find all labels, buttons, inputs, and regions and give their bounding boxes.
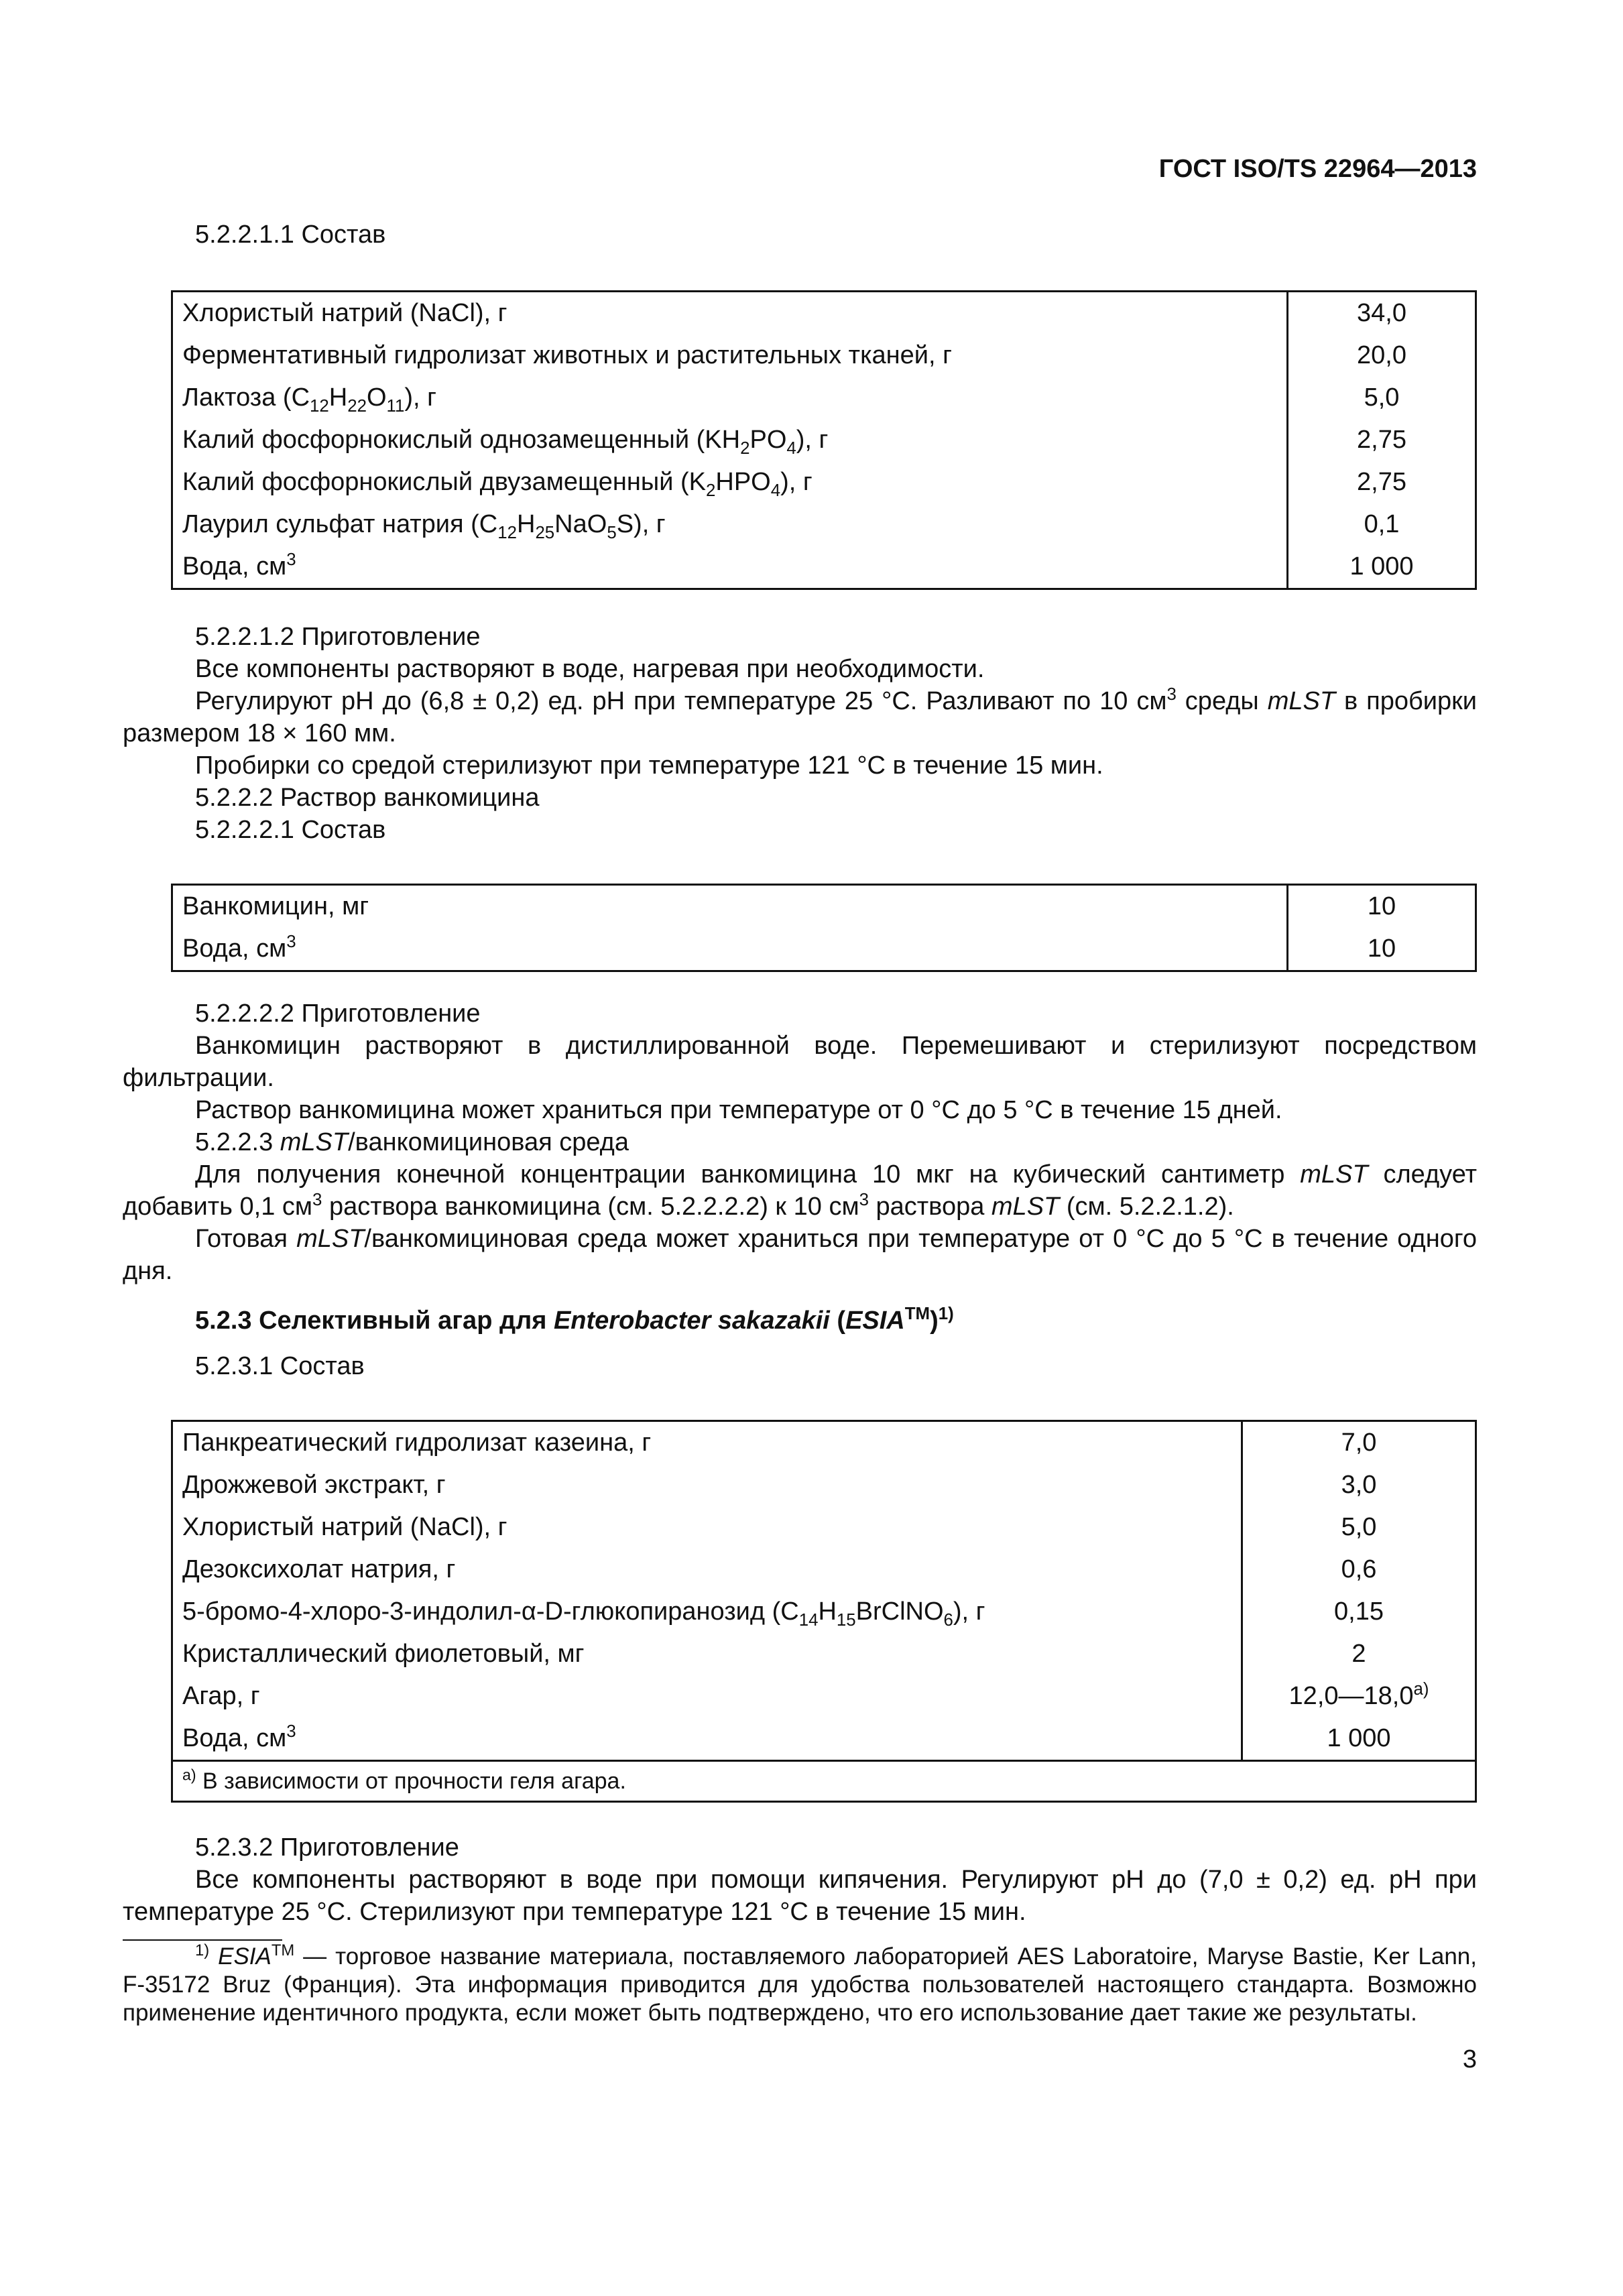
ingredient-name: Ванкомицин, мг — [182, 892, 369, 920]
table-row — [172, 546, 1476, 589]
table-row — [172, 885, 1476, 928]
ingredient-name: Хлористый натрий (NaCl), г — [182, 299, 507, 327]
ingredient-amount: 0,6 — [1242, 1549, 1476, 1591]
table-row — [172, 377, 1476, 419]
ingredient-amount: 5,0 — [1288, 377, 1476, 419]
paragraph: Раствор ванкомицина может храниться при температуре от 0 °С до 5 °С в течение 15 дней. — [195, 1096, 1282, 1124]
composition-table-mlst — [171, 290, 1477, 590]
section-title: 5.2.2.2 Раствор ванкомицина — [195, 784, 540, 812]
section-5-2-2-2-2 — [123, 998, 1477, 1287]
table-row — [172, 461, 1476, 503]
ingredient-name: Лаурил сульфат натрия $(C_{12}H_{25}NaO_5S)$, г — [182, 510, 666, 543]
footnote-divider — [123, 1939, 282, 1941]
section-5-2-3-1-title: 5.2.3.1 Состав — [195, 1352, 365, 1380]
ingredient-name: Ферментативный гидролизат животных и растительных тканей, г — [182, 341, 952, 369]
ingredient-amount: 10 — [1288, 928, 1476, 971]
ingredient-amount: 20,0 — [1288, 335, 1476, 377]
table-row — [172, 1633, 1476, 1675]
ingredient-amount: 12,0—18,0$^{a)}$ — [1242, 1675, 1476, 1717]
paragraph: Регулируют pH до (6,8 ± 0,2) ед. pH при температуре 25 °С. Разливают по 10 $см^3$ среды mLST в пробирки размером 18 × 160 мм. — [123, 684, 1477, 747]
ingredient-amount: 0,1 — [1288, 503, 1476, 546]
table-row — [172, 503, 1476, 546]
composition-table-esia — [171, 1420, 1477, 1803]
table-row — [172, 292, 1476, 335]
ingredient-name: Дрожжевой экстракт, г — [182, 1471, 446, 1499]
table-row — [172, 928, 1476, 971]
ingredient-name: Вода, $см^3$ — [182, 1721, 296, 1752]
ingredient-amount: 2,75 — [1288, 461, 1476, 503]
section-title: 5.2.2.3 mLST/ванкомициновая среда — [195, 1128, 629, 1156]
table-row — [172, 419, 1476, 461]
ingredient-name: 5-бромо-4-хлоро-3-индолил-α-D-глюкопиранозид $(C_{14}H_{15}BrClNO_6)$, г — [182, 1597, 985, 1630]
footnote: $^{1)}$ ESIA™ — торговое название материала, поставляемого лабораторией AES Laboratoire, Maryse Bastie, Ker Lann, F-35172 Bruz (Франция). Эта информация приводится для удобства пользователей настоящего стандарта. Возможно применение идентичного продукта, если может быть подтверждено, что его использование дает такие же результаты. — [123, 1941, 1477, 2026]
ingredient-amount: 2,75 — [1288, 419, 1476, 461]
ingredient-name: Кристаллический фиолетовый, мг — [182, 1640, 585, 1668]
section-5-2-3-2 — [123, 1831, 1477, 1928]
ingredient-amount: 1 000 — [1288, 546, 1476, 589]
table-row — [172, 1591, 1476, 1633]
table-note: $^{a)}$ В зависимости от прочности геля агара. — [172, 1761, 1476, 1802]
paragraph: Пробирки со средой стерилизуют при температуре 121 °С в течение 15 мин. — [195, 751, 1103, 780]
ingredient-amount: 3,0 — [1242, 1464, 1476, 1506]
paragraph: Все компоненты растворяют в воде, нагревая при необходимости. — [195, 655, 985, 683]
section-title: 5.2.2.1.2 Приготовление — [195, 623, 481, 651]
section-5-2-2-1-2 — [123, 621, 1477, 846]
section-5-2-3-heading: 5.2.3 Селективный агар для Enterobacter sakazakii (ESIA™)$^{1)}$ — [195, 1304, 954, 1335]
ingredient-amount: 2 — [1242, 1633, 1476, 1675]
ingredient-amount: 10 — [1288, 885, 1476, 928]
section-title: 5.2.2.2.2 Приготовление — [195, 1000, 481, 1028]
table-row — [172, 1506, 1476, 1549]
table-row — [172, 335, 1476, 377]
table-row — [172, 1549, 1476, 1591]
ingredient-name: Дезоксихолат натрия, г — [182, 1555, 456, 1583]
ingredient-name: Калий фосфорнокислый двузамещенный $(K_2HPO_4)$, г — [182, 468, 813, 501]
paragraph: Для получения конечной концентрации ванкомицина 10 мкг на кубический сантиметр mLST следует добавить 0,1 $см^3$ раствора ванкомицина (см. 5.2.2.2.2) к 10 $см^3$ раствора mLST (см. 5.2.2.1.2). — [123, 1160, 1477, 1221]
ingredient-name: Вода, $см^3$ — [182, 932, 296, 963]
document-page — [123, 0, 1477, 2296]
ingredient-name: Хлористый натрий (NaCl), г — [182, 1513, 507, 1541]
ingredient-amount: 0,15 — [1242, 1591, 1476, 1633]
page-number: 3 — [1462, 2045, 1477, 2073]
ingredient-name: Калий фосфорнокислый однозамещенный $(KH_2PO_4)$, г — [182, 426, 829, 459]
table-note-row — [172, 1761, 1476, 1802]
paragraph: Ванкомицин растворяют в дистиллированной воде. Перемешивают и стерилизуют посредством фильтрации. — [123, 1032, 1477, 1092]
ingredient-name: Агар, г — [182, 1682, 260, 1710]
document-code: ГОСТ ISO/TS 22964—2013 — [1158, 155, 1477, 183]
paragraph: Готовая mLST/ванкомициновая среда может храниться при температуре от 0 °С до 5 °С в течение одного дня. — [123, 1225, 1477, 1285]
section-title: 5.2.3.2 Приготовление — [195, 1833, 459, 1862]
paragraph: Все компоненты растворяют в воде при помощи кипячения. Регулируют pH до (7,0 ± 0,2) ед. pH при температуре 25 °С. Стерилизуют при температуре 121 °С в течение 15 мин. — [123, 1866, 1477, 1926]
ingredient-name: Панкреатический гидролизат казеина, г — [182, 1429, 652, 1457]
composition-table-vancomycin — [171, 884, 1477, 972]
ingredient-amount: 34,0 — [1288, 292, 1476, 335]
table-row — [172, 1464, 1476, 1506]
ingredient-amount: 5,0 — [1242, 1506, 1476, 1549]
ingredient-name: Лактоза $(C_{12}H_{22}O_{11})$, г — [182, 383, 436, 416]
ingredient-amount: 7,0 — [1242, 1421, 1476, 1465]
table-row — [172, 1675, 1476, 1717]
ingredient-amount: 1 000 — [1242, 1717, 1476, 1761]
ingredient-name: Вода, $см^3$ — [182, 550, 296, 581]
table-row — [172, 1421, 1476, 1465]
section-title: 5.2.2.2.1 Состав — [195, 816, 386, 844]
table-row — [172, 1717, 1476, 1761]
section-5-2-2-1-1-title: 5.2.2.1.1 Состав — [195, 221, 386, 249]
